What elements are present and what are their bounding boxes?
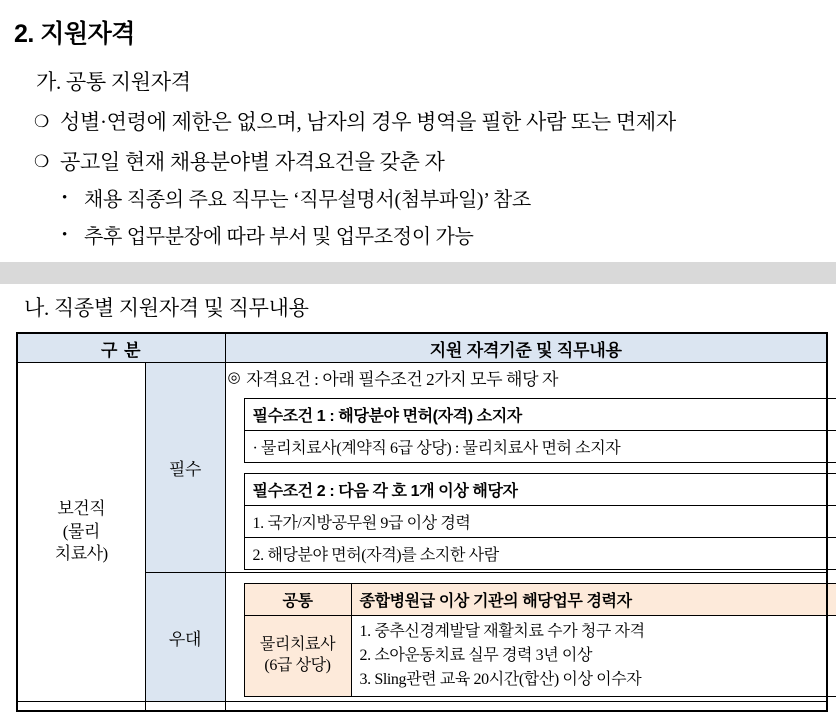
circle-bullet-icon: ❍ — [34, 112, 49, 131]
clipped-cell — [17, 702, 145, 712]
list-item-text: 채용 직종의 주요 직무는 ‘직무설명서(첨부파일)’ 참조 — [84, 188, 531, 211]
requirement-box-1 — [244, 398, 836, 463]
requirement-box-1-row-1: · 물리치료사(계약직 6급 상당) : 물리치료사 면허 소지자 — [252, 440, 621, 457]
list-item — [34, 108, 836, 136]
preferred-common-row — [244, 584, 836, 616]
qualification-section — [0, 0, 836, 251]
list-item-text: 공고일 현재 채용분야별 자격요건을 갖춘 자 — [60, 150, 445, 175]
preferred-job-label — [244, 616, 351, 697]
list-item — [62, 224, 836, 251]
requirement-intro-text: 자격요건 : 아래 필수조건 2가지 모두 해당 자 — [246, 370, 558, 389]
page-title: 2. 지원자격 — [14, 20, 135, 48]
table-header-criteria: 지원 자격기준 및 직무내용 — [225, 333, 827, 363]
preferred-table — [244, 583, 836, 697]
clipped-cell — [145, 702, 225, 712]
preferred-job-label-line1: 물리치료사 — [259, 636, 336, 654]
cell-required-label: 필수 — [145, 363, 225, 573]
requirement-box-2 — [244, 473, 836, 570]
requirement-box-2-title: 필수조건 2 : 다음 각 호 1개 이상 해당자 — [245, 474, 836, 506]
requirement-intro — [228, 365, 826, 390]
requirement-box-1-title: 필수조건 1 : 해당분야 면허(자격) 소지자 — [245, 399, 836, 431]
qualification-table — [16, 332, 828, 712]
table-row — [17, 363, 827, 573]
list-item-text: 성별·연령에 제한은 없으며, 남자의 경우 병역을 필한 사람 또는 면제자 — [60, 110, 676, 134]
dot-bullet-icon: • — [62, 189, 67, 206]
list-item — [34, 148, 836, 176]
division-line-3: 치료사) — [54, 544, 108, 564]
cell-division-name — [17, 363, 145, 702]
cell-preferred-label: 우대 — [145, 573, 225, 702]
subsection-title-by-job: 나. 직종별 지원자격 및 직무내용 — [24, 296, 309, 320]
preferred-job-row — [244, 616, 836, 697]
subsection-title-common: 가. 공통 지원자격 — [36, 70, 191, 94]
table-header-row — [17, 333, 827, 363]
job-qualification-section — [0, 292, 836, 712]
preferred-item: 2. 소아운동치료 실무 경력 3년 이상 — [359, 647, 593, 664]
preferred-item: 3. Sling관련 교육 20시간(합산) 이상 이수자 — [359, 671, 642, 688]
requirement-box-2-row-1: 1. 국가/지방공무원 9급 이상 경력 — [252, 515, 471, 532]
preferred-job-label-line2: (6급 상당) — [264, 657, 331, 674]
list-item-text: 추후 업무분장에 따라 부서 및 업무조정이 가능 — [84, 225, 474, 248]
double-circle-icon: ◎ — [227, 370, 241, 386]
dot-bullet-icon: • — [62, 226, 67, 243]
circle-bullet-icon: ❍ — [34, 152, 49, 172]
table-header-division: 구 분 — [17, 333, 225, 363]
preferred-common-label: 공통 — [244, 584, 351, 616]
section-divider — [0, 262, 836, 284]
preferred-item: 1. 중추신경계발달 재활치료 수가 청구 자격 — [359, 623, 645, 640]
table-row-clipped — [17, 702, 827, 712]
preferred-job-items — [351, 616, 836, 697]
cell-required-content — [225, 363, 827, 573]
list-item — [62, 187, 836, 214]
division-line-1: 보건직 — [57, 498, 106, 518]
division-line-2: (물리 — [62, 521, 100, 541]
requirement-box-2-row-2: 2. 해당분야 면허(자격)를 소지한 사람 — [245, 537, 836, 569]
preferred-common-text: 종합병원급 이상 기관의 해당업무 경력자 — [351, 584, 836, 616]
cell-preferred-content — [225, 573, 827, 702]
clipped-cell — [225, 702, 827, 712]
